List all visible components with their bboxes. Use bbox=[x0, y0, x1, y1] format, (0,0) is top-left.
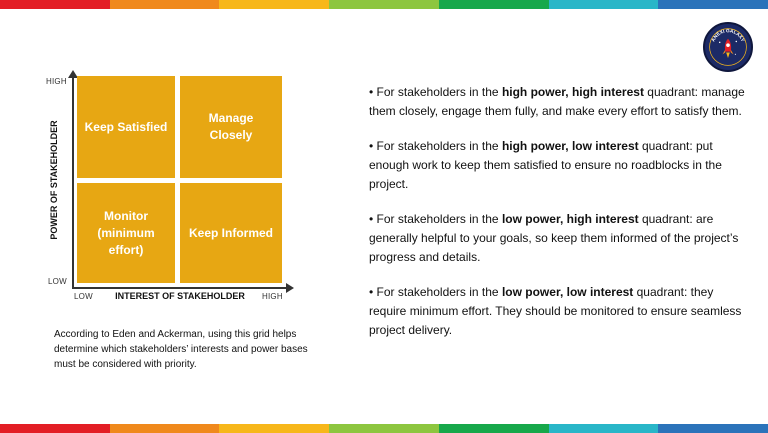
quadrant-manage-closely: Manage Closely bbox=[180, 76, 282, 178]
stripe-segment bbox=[219, 0, 329, 9]
stripe-segment bbox=[658, 424, 768, 433]
stripe-segment bbox=[0, 424, 110, 433]
y-axis-title: POWER OF STAKEHOLDER bbox=[49, 120, 59, 240]
x-high-label: HIGH bbox=[262, 292, 283, 301]
x-low-label: LOW bbox=[74, 292, 93, 301]
quadrant-keep-informed: Keep Informed bbox=[180, 183, 282, 283]
stripe-segment bbox=[549, 0, 659, 9]
stripe-segment bbox=[658, 0, 768, 9]
stripe-segment bbox=[329, 424, 439, 433]
stripe-segment bbox=[110, 424, 220, 433]
bullet-list bbox=[369, 83, 754, 356]
anexi-galaxy-logo bbox=[703, 22, 753, 72]
rocket-icon bbox=[705, 24, 751, 70]
stripe-segment bbox=[110, 0, 220, 9]
stripe-segment bbox=[439, 0, 549, 9]
bullet-item: • For stakeholders in the high power, high interest quadrant: manage them closely, engage them fully, and make every effort to satisfy them. bbox=[369, 85, 745, 118]
caption-text: According to Eden and Ackerman, using this grid helps determine which stakeholders’ interests and power bases must be considered with priority. bbox=[54, 329, 308, 370]
x-axis-title: INTEREST OF STAKEHOLDER bbox=[115, 291, 245, 301]
bullet-item: • For stakeholders in the low power, low interest quadrant: they require minimum effort. They should be monitored to ensure seamless project delivery. bbox=[369, 285, 742, 337]
y-high-label: HIGH bbox=[46, 77, 67, 86]
stripe-segment bbox=[219, 424, 329, 433]
stripe-segment bbox=[329, 0, 439, 9]
bottom-color-stripe bbox=[0, 424, 768, 433]
quadrant-keep-satisfied: Keep Satisfied bbox=[77, 76, 175, 178]
bullet-item: • For stakeholders in the high power, low interest quadrant: put enough work to keep them satisfied to ensure no roadblocks in the project. bbox=[369, 139, 722, 191]
y-low-label: LOW bbox=[48, 277, 67, 286]
stripe-segment bbox=[439, 424, 549, 433]
y-axis-line bbox=[72, 75, 74, 288]
top-color-stripe bbox=[0, 0, 768, 9]
quadrant-monitor: Monitor (minimum effort) bbox=[77, 183, 175, 283]
bullet-item: • For stakeholders in the low power, high interest quadrant: are generally helpful to your goals, so keep them informed of the project’s progress and details. bbox=[369, 212, 739, 264]
svg-text:ANEXI GALAXY: ANEXI GALAXY bbox=[711, 29, 745, 43]
stripe-segment bbox=[0, 0, 110, 9]
x-axis-arrow bbox=[286, 283, 294, 293]
x-axis-line bbox=[72, 287, 288, 289]
stripe-segment bbox=[549, 424, 659, 433]
